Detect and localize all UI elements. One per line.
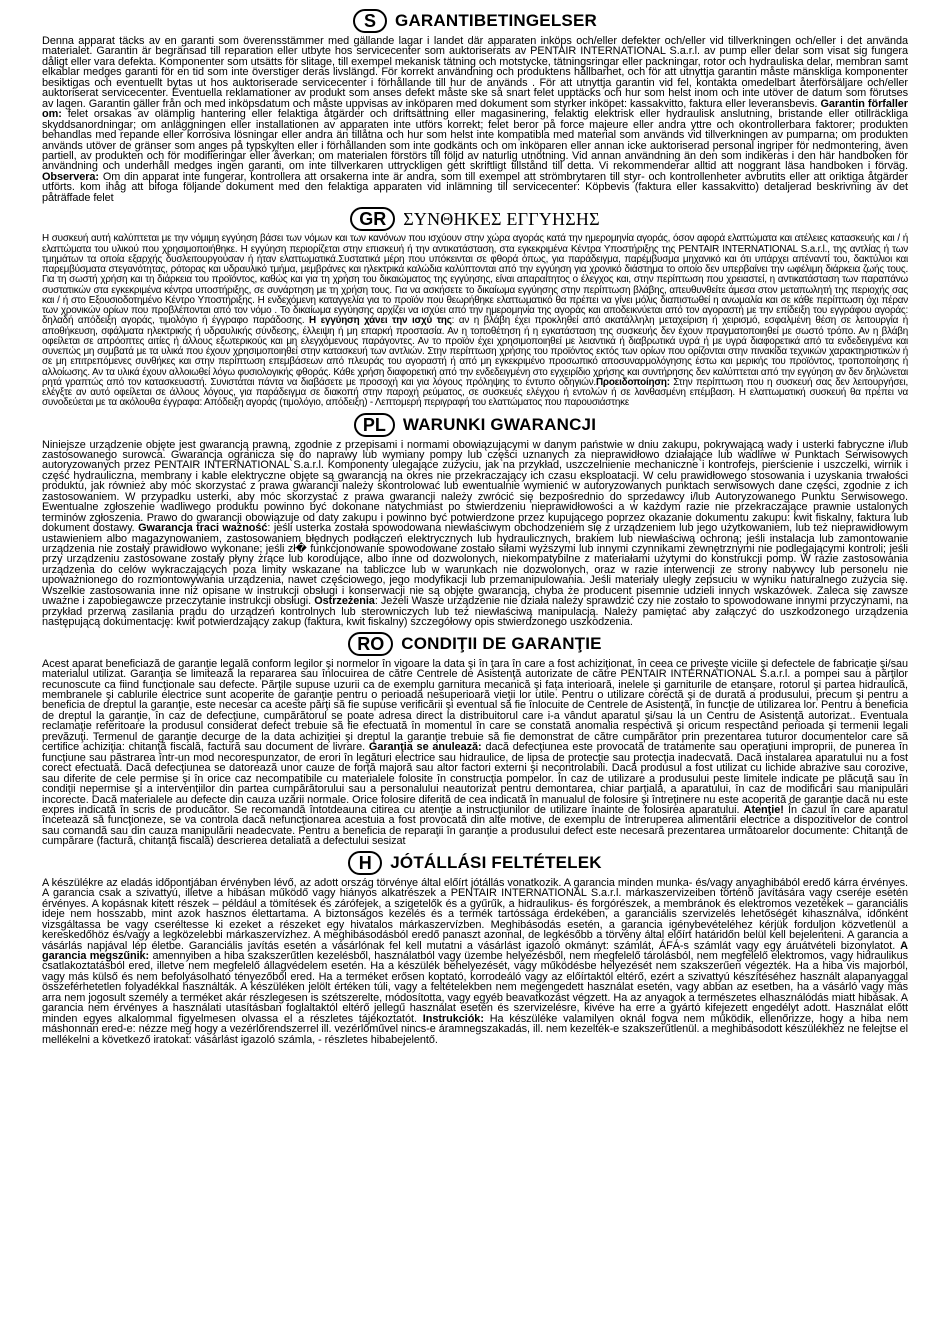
- section-title: ΣΥΝΘΗΚΕΣ ΕΓΓΥΗΣΗΣ: [403, 208, 600, 229]
- section-header: [42, 631, 908, 657]
- body-text: Η συσκευή αυτή καλύπτεται με την νόμιμη εγγύηση βάσει των νόμων και των κανόνων που ισχύουν στην χώρα αγοράς κατά την ημερομηνία αγοράς, όσον αφορά ελαττώματα και ατέλειες κατασκευής και / ή ελαττώματα του υλικού που χρησιμοποιήθηκε. Η εγγύηση περιορίζεται στην επισκευή ή την αντικατάσταση, στα εγκεκριμένα Κέντρα Υποστήριξης της PENTAIR INTERNATIONAL S.a.r.l., της αντλίας ή των τμημάτων τα οποία εξαρχής δυσλειτουργούσαν ή ήταν ελαττωματικά.Συστατικά μέρη που υπόκεινται σε φθορά όπως, για παράδειγμα, παρέμβυσμα μηχανικό και ότι υπάρχει απέναντί του, δακτύλιοι και παρεμβύσματα στεγανότητας, ρότορας και υδραυλικό τμήμα, μεμβράνες και ηλεκτρικά καλώδια καλύπτονται από την εγγύηση για χρονικό διάστημα το οποίο δεν υπερβαίνει την ωφέλιμη διάρκεια ζωής τους. Για τη σωστή χρήση και τη διάρκεια του προϊόντος, καθώς και για τη χρήση του δικαιώματος της εγγύησης, είναι απαραίτητος ο έλεγχος και, στην περίπτωση που χρειαστεί, η αντικατάσταση των παραπάνω συστατικών στα εγκεκριμένα κέντρα υποστήριξης, σε συνάρτηση με τη χρήση τους. Για να ασκήσετε το δικαίωμα εγγύησης στην περίπτωση βλάβης, απευθυνθείτε άμεσα στον μεταπωλητή της περιοχής σας και / ή στο Εξουσιοδοτημένο Κέντρο Υποστήριξης. Η ενδεχόμενη καταγγελία για το προϊόν που θεωρήθηκε ελαττωματικό θα πρέπει να γίνει μόλις διαπιστωθεί η ανωμαλία και σε κάθε περίπτωση όχι πέραν των χρονικών ορίων που προβλέπονται από τον νόμο . Το δικαίωμα εγγύησης αρχίζει να ισχύει από την ημερομηνία της αγοράς και αποδεικνύεται από τον αγοραστή με την επίδειξη του εγγράφου αγοράς: δηλαδή απόδειξη αγοράς, τιμολόγιο ή έγγραφο παράδοσης.: [42, 233, 908, 327]
- section-title: WARUNKI GWARANCJI: [402, 414, 597, 434]
- section-body: [42, 440, 908, 628]
- body-emphasis: Ostrzeżenia: [314, 595, 375, 608]
- body-text: În cazul în care aparatul încetează să funcţioneze, se va controla dacă nefuncţionarea acestuia a fost provocată din alte motive, de exemplu de întreruperea alimentării electrice a dispozitivelor de control sau comandă sau din cauza manipulării neadecvate. Pentru a beneficia de reparaţii în garanţie a produsului defect este necesară prezentarea următoarelor documente: Chitanţă de cumpărare (factură, chitanţă fiscală) descrierea detaliată a defectului sesizat: [42, 804, 908, 848]
- body-emphasis: Προειδοποίηση:: [595, 376, 670, 388]
- section-body: [42, 878, 908, 1045]
- body-text: Acest aparat beneficiază de garanţie legală conform legilor şi normelor în vigoare la data şi în ţara în care a fost achiziţionat, în ceea ce priveşte viciile şi defectele de fabricaţie şi/sau materialul utilizat. Garanţia se limitează la repararea sau înlocuirea de către Centrele de Asistenţă autorizate de către PENTAIR INTERNATIONAL S.a.r.l. a pompei sau a părţilor recunoscute ca fiind funcţionale sau defecte. Părţile supuse uzurii ca de exemplu garnitura mecanică şi fața interioară, inelele şi garniturile de etanşare, rotorul şi partea hidraulică, membranele şi cablurile electrice sunt acoperite de garanţie pentru o perioadă nesuperioară vieţii lor utile. Pentru o utilizare corectă şi de durată a produsului, precum şi pentru a beneficia de dreptul la garanţie, este necesar ca aceste părţi să fie supuse verificării şi eventual să fie înlocuite de Centrele de Asistenţă, în funcţie de utilizarea lor. Pentru a beneficia de dreptul la garanţie, în caz de defecţiune, cumpărătorul se poate adresa direct la distribuitorul care i-a vândut aparatul şi/sau la un Centru de Asistenţă autorizat.. Eventuala reclamaţie referitoare la produsul considerat defect trebuie să fie efectuată în momentul în care se constată anomalia respectivă şi oricum respectând perioada şi termenii legali prevăzuţi. Termenul de garanţie decurge de la data achiziţiei şi dreptul la garanţie trebuie să fie demonstrat de către cumpărător prin prezentarea tuturor documentelor care să certifice achiziţia: chitanţă fiscală, factură sau document de livrare.: [42, 657, 908, 754]
- body-text: Στην περίπτωση που η συσκευή σας δεν λειτουργήσει, ελέγξτε αν αυτό οφείλεται σε άλλους λόγους, για παράδειγμα σε διακοπή στην παροχή ρεύματος, σε συσκευές ελέγχου ή εντολών ή σε λανθασμένη επέμβαση. Η ελαττωματική συσκευή θα πρέπει να συνοδεύεται με τα ακόλουθα έγγραφα: Απόδειξη αγοράς (τιμολόγιο, απόδειξη) - Λεπτομερή περιγραφή του ελαττώματος που παρουσιάστηκε: [42, 376, 909, 409]
- body-text: Denna apparat täcks av en garanti som överensstämmer med gällande lagar i landet där apparaten inköps och/eller defekter och/eller vid tillverkningen och/eller i det använda materialet. Garantin är begränsad till reparation eller utbyte hos servicecenter som auktoriserats av PENTAIR INTERNATIONAL S.a.r.l. av pump eller delar som visat sig fungera dåligt eller vara defekta. Komponenter som utsätts för slitage, till exempel mekanisk tätning och motstycke, tätningsringar eller packningar, rotor och hydrauliska delar, membran samt elkablar medges garanti för en tid som inte överstiger deras livslängd. För korrekt användning och produktens hållbarhet, och för att utnyttja garantin måste mänskliga komponenter besiktigas och eventuellt bytas ut hos auktoriserade servicecenter i förhållande till hur de används . För att utnyttja garantin vid fel, kontakta omedelbart återförsäljare och/eller auktoriserat servicecenter. Eventuella reklamationer av produkt som anses defekt måste ske så snart felet upptäcks och hur som helst inom och inte utöver de datum som förutses av lagen. Garantin gäller från och med inköpsdatum och måste uppvisas av inköparen med dokument som styrker inköpet: kassakvitto, faktura eller leveransbevis.: [42, 35, 908, 110]
- section-body: [42, 36, 908, 203]
- language-badge: H: [348, 851, 382, 875]
- body-text: A készülékre az eladás időpontjában érvényben lévő, az adott ország törvénye által előírt jótállás vonatkozik. A garancia minden munka- és/vagy anyaghibából eredő kárra érvényes. A garancia csak a szivattyú, illetve a hibásan működő vagy hiányos alkatrészek a PENTAIR INTERNATIONAL S.a.r.l. márkaszervizeiben történő javítására vagy cseréje esetén érvényes. A kopásnak kitett részek – például a tömítések és zárófejek, a szigetelők és a gyűrűk, a hidraulikus- és forgórészek, a membránok és elektromos vezetékek – garanciális ideje nem hosszabb, mint azok hasznos élettartama. A biztonságos kezelés és a termék tartóssága érdekében, a garanciális szervizelés lehetőségét kihasználva, időnként vizsgáltassa be vagy cseréltesse ki ezeket a részeket egy hivatalos márkaszervízben. Meghibásodás esetén, a garancia igénybevételéhez kérjük forduljon közvetlenül a kereskedőhöz és/vagy a legközelebbi márkaszervízhez. A meghibásodásból eredő panaszt azonnal, de legkésőbb a törvény által előírt határidőn belül kell bejelenteni. A garancia a vásárlás napjával lép életbe. Garanciális javítás esetén a vásárlónak fel kell mutatni a vásárlást igazoló okmányt: számlát, ÁFÁ-s számlát vagy egy áruátvételi bizonylatot.: [42, 876, 908, 952]
- language-badge: S: [353, 9, 387, 33]
- section-romanian: [42, 631, 908, 847]
- body-text: amennyiben a hiba szakszerűtlen kezelésből, használatból vagy üzembe helyezésből, nem megfelelő tárolásból, nem megfelelő elektromos, vagy hidraulikus csatlakoztatásból ered, illetve nem megfelelő állagvédelem esetén. Ha a készülék behelyezését, vagy működésbe helyezését nem szakszerűen végezték. Ha a hiba vis majorból, vagy más külső és nem befolyásolható tényezőből ered. Ha a terméket erősen koptató, korrodeáló vagy az előírtaktól eltérő, ezért a szivattyú készítéséhez használt alapanyaggal összeférhetetlen folyadékkal használták. A készüléken jelölt értéken túli, vagy a feltételekben nem megengedett használat esetén, vagy abban az esetben, ha a vásárló vagy más arra nem jogosult személy a terméket akár részlegesen is szétszerelte, módosította, vagy egyéb beavatkozást végzett. Ha az anyagok a természetes elhasználódás miatt hibásak. A garancia nem érvényes a használati utasításban foglaltaktól eltérő jellegű használat esetén és szervizelésre, kivéve ha erre a gyártó kifejezett engedélyt adott. Használat előtt minden egyes alkalommal figyelmesen olvassa el a részletes tájékoztatót.: [42, 949, 908, 1025]
- section-header: [42, 8, 908, 34]
- body-text: : αν η βλάβη έχει προκληθεί από ακατάλληλη μεταχείριση ή χειρισμό, εσφαλμένη θέση σε λειτουργία ή αποθήκευση, σφάλματα ηλεκτρικής ή υδραυλικής σύνδεσης, έλλειψη ή μη επαρκή προστασία. Αν η τοποθέτηση ή η εγκατάσταση της συσκευής δεν έχουν πραγματοποιηθεί με σωστό τρόπο. Αν η βλάβη οφείλεται σε απρόοπτες αιτίες ή άλλους εξωτερικούς και μη ελεγχόμενους παράγοντες. Αν το προϊόν έχει χρησιμοποιηθεί με λειαντικά ή διαβρωτικά υγρά ή με υγρά διαφορετικά από τα ενδεδειγμένα και συνεπώς μη συμβατά με τα υλικά που έχουν χρησιμοποιηθεί στην κατασκευή των αντλιών. Στην περίπτωση χρήσης του προϊόντος εκτός των ορίων που ορίζονται στην πινακίδα τεχνικών χαρακτηριστικών ή σε μη επιτρεπόμενες συνθήκες και στην περίπτωση επεμβάσεων από πλευράς του αγοραστή ή από μη εγκεκριμένο προσωπικό αποσυναρμολόγησης έστω και μερικής του προϊόντος, τροποποίησης ή αλλοίωσης. Αν τα υλικά έχουν αλλοιωθεί λόγω φυσιολογικής φθοράς. Κάθε χρήση διαφορετική από την ενδεδειγμένη στο εγχειρίδιο χρήσης και συντήρησης δεν καλύπτεται από την εγγύηση αν δεν δηλώνεται ρητά γραπτώς από τον κατασκευαστή. Συνιστάται πάντα να διαβάσετε με προσοχή και για λόγους πρόληψης το έντυπο οδηγιών.: [42, 315, 908, 388]
- body-emphasis: Observera:: [42, 170, 100, 183]
- body-emphasis: Instrukciók:: [422, 1012, 484, 1025]
- section-body: [42, 659, 908, 847]
- body-text: felet orsakas av olämplig hantering eller felaktiga åtgärder och driftsättning eller magasinering, felaktig elektrisk eller hydraulisk anslutning, bristande eller otillräckliga skyddsanordningar; om anläggningen eller installationen av apparaten inte utförs korrekt; felet beror på force majeure eller andra yttre och okontrollerbara faktorer; produkten behandlas med repande eller korrosiva lösningar eller andra än tillåtna och hur som helst inte kompatibla med material som används vid tillverkningen av pumparna; om produkten används utöver de gränser som anges på typskylten eller i förhållanden som inte godkänts och om inköparen eller annan icke auktoriserad personal ingriper för nedmontering, även partiell, av produkten och för modifieringar eller åverkan; om materialen förstörs till följd av naturlig utnötning. Vid annan användning än den som indikeras i den här handboken för användning och underhåll medges ingen garanti, om inte tillverkaren uttryckligen gett skriftligt tillstånd till detta. Vi rekommenderar alltid att noggrant läsa handboken i förväg.: [42, 108, 908, 173]
- body-text: Niniejsze urządzenie objęte jest gwarancją prawną, zgodnie z przepisami i normami obowiązującymi w danym państwie w dniu zakupu, pokrywającą wady i usterki fabryczne i/lub zastosowanego surowca. Gwarancja ogranicza się do naprawy lub wymiany pompy lub części uznanych za nieprawidłowo działające lub wadliwe w Punktach Serwisowych autoryzowanych przez PENTAIR INTERNATIONAL S.a.r.l. Komponenty ulegające zużyciu, jak na przykład, uszczelnienie mechaniczne i kontrofejs, pierścienie i uszczelki, wirnik i część hydrauliczna, membrany i kable elektryczne objęte są gwarancją na okres nie przekraczający ich czasu eksploatacji. W celu prawidłowego stosowania i uzyskania trwałości produktu, jak również aby móc skorzystać z prawa gwarancji należy skontrolować lub ewentualnie wymienić w autoryzowanych punktach serwisowych dane części, zgodnie z ich zastosowaniem. W przypadku usterki, aby móc skorzystać z prawa gwarancji należy zwrócić się bezpośrednio do sprzedawcy i/lub Autoryzowanego Punktu Serwisowego. Ewentualne zgłoszenie wadliwego produktu powinno być dokonane natychmiast po stwierdzeniu nieprawidłowości a w każdym razie nie przekraczające prawnie ustalonych terminów zgłoszenia. Prawo do gwarancji obowiązuje od daty zakupu i powinno być potwierdzone przez kupującego poprzez okazanie dokumentu zakupu: kwit fiskalny, faktura lub dokument dostawy.: [42, 438, 908, 535]
- language-badge: GR: [350, 207, 395, 231]
- body-emphasis: Η εγγύηση χάνει την ισχύ της: [309, 315, 452, 327]
- section-title: JÓTÁLLÁSI FELTÉTELEK: [390, 852, 602, 872]
- section-header: [42, 206, 908, 232]
- language-badge: RO: [348, 632, 393, 656]
- section-polish: [42, 412, 908, 628]
- language-badge: PL: [354, 413, 395, 437]
- section-hungarian: [42, 850, 908, 1045]
- section-title: CONDIŢII DE GARANŢIE: [401, 633, 602, 653]
- section-body: [42, 234, 908, 408]
- body-emphasis: Gwarancja traci ważność: [138, 522, 268, 535]
- section-swedish: [42, 8, 908, 203]
- body-emphasis: Atenţie!: [743, 804, 784, 816]
- section-title: GARANTIBETINGELSER: [395, 11, 597, 30]
- body-emphasis: A garancia megszűnik:: [42, 939, 908, 962]
- body-emphasis: Garantin förfaller om:: [42, 97, 908, 121]
- body-text: : Jeżeli Wasze urządzenie nie działa należy sprawdzić czy nie zostało to spowodowane innymi przyczynami, na przykład przerwą zasilania prądu do urządzeń kontrolnych lub sterowniczych lub też niewłaściwą manipulacją. Należy pamiętać aby załączyć do uszkodzonego urządzenia następującą dokumentację: kwit potwierdzający zakup (faktura, kwit fiskalny) szczegółowy opis stwierdzonego uszkodzenia.: [42, 595, 908, 629]
- body-emphasis: Garanţia se anulează:: [368, 741, 482, 754]
- section-header: [42, 850, 908, 876]
- body-text: : jeśli usterka została spowodowana niewłaściwym obchodzeniem się z urządzeniem lub jego użytkowaniem, lub też nieprawidłowym ustawieniem albo magazynowaniem, zastosowaniem błędnych podłączeń elektrycznych lub hydraulicznych, brakiem lub niewłaściwą ochroną; jeśli instalacja lub zamontowanie urządzenia nie zostały prawidłowo wykonane; jeśli zł� funkcjonowanie spowodowane zostało siłami wyższymi lub innymi czynnikami zewnętrznymi nie podlegającymi kontroli; jeśli przy urządzeniu zastosowane zostały płyny żrące lub korodujące, albo inne od dozwolonych, niekompatybilne z materiałami użytymi do konstrukcji pomp. W razie zastosowania urządzenia do celów wykraczających poza limity wskazane na tabliczce lub w warunkach nie dozwolonych, oraz w razie interwencji ze strony nabywcy lub personelu nie upoważnionego do rozmontowywania urządzenia, nawet częściowego, jego modyfikacji lub przemanipulowania. Jeśli materiały uległy zepsuciu w wyniku naturalnego zużycia się. Wszelkie zastosowania inne niż opisane w instrukcji obsługi i konserwacji nie są objęte gwarancją, chyba że producent pisemnie udzieli innych wskazówek. Zaleca się zawsze uważne i zapobiegawcze przeczytanie instrukcji obsługi.: [42, 522, 908, 608]
- body-text: dacă defecţiunea este provocată de tratamente sau operaţiuni improprii, de punerea în funcţiune sau păstrarea într-un mod necorespunzator, de erori în legături electrice sau hidraulice, de lipsa de protecţie sau protecţia inadecvată. Dacă instalarea aparatului nu a fost corect efectuată. Dacă defecţiunea se datorează unor cauze de forţă majoră sau altor factori externi şi necontrolabili. Dacă produsul a fost utilizat cu lichide abrazive sau corozive, sau diferite de cele permise şi în orice caz necompatibile cu materialele folosite în construcţia pompelor. În caz de utilizare a produsului peste limitele indicate pe plăcuţă sau în condiţii nepermise şi a intervenţiilor din partea cumpărătorului sau a personalului neautorizat pentru demontarea, chiar parţială, a aparatului, în caz de modificări sau manipulări incorecte. Dacă materialele au defecte din cauza uzării normale. Orice folosire diferită de cea indicată în manualul de folosire şi întreţinere nu este acoperită de garanţie dacă nu este expres indicată în scris de producător. Se recomandă întotdeauna citirea cu atenţie a instrucţiunilor de utilizare înainte de folosirea aparatului.: [42, 741, 908, 816]
- body-text: Ha készüléke valamilyen oknál fogva nem működik, ellenőrizze, hogy a hiba nem máshonnan ered-e: nézze meg hogy a vezérlőrendszerrel ill. vezérlőművel nincs-e áramnegszakadás, ill. nem kezelték-e szakszerűtlenül. a meghibásodott készülékhez ne felejtse el mellékelni a következő iratokat: vásárlást igazoló számla, - részletes hibabejelentő.: [42, 1012, 909, 1046]
- warranty-page: [42, 8, 908, 1048]
- body-text: Om din apparat inte fungerar, kontrollera att orsakerna inte är andra, som till exempel att strömbrytaren till styr- och kontrollenheter avbrutits eller att oriktiga åtgärder utförts. kom ihåg att bifoga följande dokument med den felaktiga apparaten vid inlämning till servicecenter: Köpbevis (faktura eller kassakvitto) detaljerad beskrivning av det påträffade felet: [42, 170, 908, 204]
- section-header: [42, 412, 908, 438]
- section-greek: [42, 206, 908, 408]
